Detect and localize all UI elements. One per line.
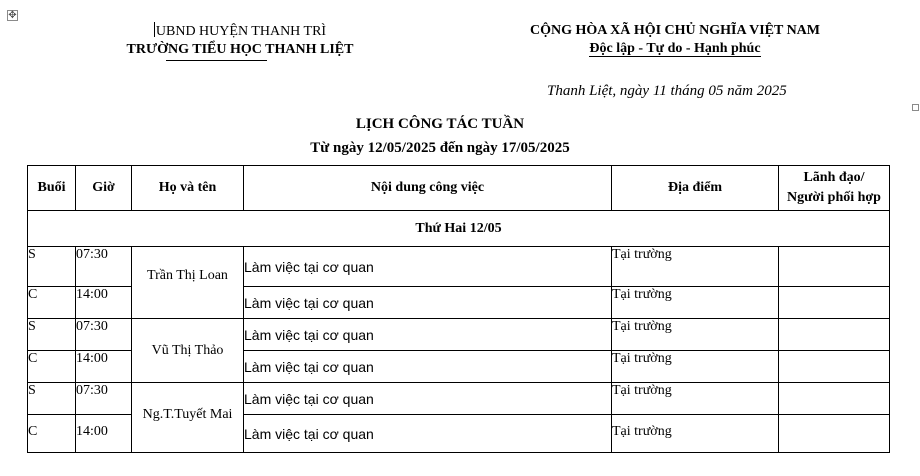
header-right (520, 22, 830, 58)
col-header-lead-line1: Lãnh đạo/ (803, 170, 865, 185)
session-cell: C (28, 287, 76, 319)
name-cell: Ng.T.Tuyết Mai (132, 383, 244, 453)
location-cell: Tại trường (612, 415, 779, 453)
session-cell: S (28, 319, 76, 351)
col-header-lead (779, 166, 890, 211)
school-name: TRƯỜNG TIỂU HỌC THANH LIỆT (126, 42, 354, 57)
country-name: CỘNG HÒA XÃ HỘI CHỦ NGHĨA VIỆT NAM (529, 23, 820, 38)
text-cursor (154, 22, 155, 37)
content-cell: Làm việc tại cơ quan (244, 287, 612, 319)
day-label: Thứ Hai 12/05 (28, 211, 890, 247)
session-cell: S (28, 247, 76, 287)
content-cell: Làm việc tại cơ quan (244, 319, 612, 351)
time-cell: 14:00 (76, 351, 132, 383)
content-cell: Làm việc tại cơ quan (244, 351, 612, 383)
date-line: Thanh Liệt, ngày 11 tháng 05 năm 2025 (547, 83, 787, 99)
time-cell: 07:30 (76, 319, 132, 351)
col-header-session: Buổi (28, 166, 76, 211)
content-cell: Làm việc tại cơ quan (244, 383, 612, 415)
location-cell: Tại trường (612, 287, 779, 319)
lead-cell (779, 319, 890, 351)
time-cell: 07:30 (76, 247, 132, 287)
col-header-lead-line2: Người phối hợp (787, 190, 881, 205)
session-cell: C (28, 351, 76, 383)
col-header-content: Nội dung công việc (244, 166, 612, 211)
district-name: UBND HUYỆN THANH TRÌ (155, 24, 327, 39)
table-header-row (28, 166, 890, 211)
col-header-name: Họ và tên (132, 166, 244, 211)
time-cell: 14:00 (76, 287, 132, 319)
col-header-time: Giờ (76, 166, 132, 211)
time-cell: 14:00 (76, 415, 132, 453)
name-cell: Trần Thị Loan (132, 247, 244, 319)
lead-cell (779, 247, 890, 287)
lead-cell (779, 415, 890, 453)
lead-cell (779, 383, 890, 415)
day-row (28, 211, 890, 247)
location-cell: Tại trường (612, 383, 779, 415)
content-cell: Làm việc tại cơ quan (244, 415, 612, 453)
session-cell: S (28, 383, 76, 415)
location-cell: Tại trường (612, 247, 779, 287)
table-row (28, 247, 890, 287)
location-cell: Tại trường (612, 351, 779, 383)
header-left (95, 22, 385, 59)
time-cell: 07:30 (76, 383, 132, 415)
table-resize-handle-icon[interactable] (912, 104, 919, 111)
lead-cell (779, 351, 890, 383)
name-cell: Vũ Thị Thảo (132, 319, 244, 383)
col-header-location: Địa điểm (612, 166, 779, 211)
schedule-table (27, 165, 890, 453)
national-motto: Độc lập - Tự do - Hạnh phúc (589, 41, 761, 56)
location-cell: Tại trường (612, 319, 779, 351)
page-subtitle: Từ ngày 12/05/2025 đến ngày 17/05/2025 (310, 140, 570, 156)
lead-cell (779, 287, 890, 319)
school-name-underline (166, 60, 267, 61)
table-row (28, 319, 890, 351)
content-cell: Làm việc tại cơ quan (244, 247, 612, 287)
page-title: LỊCH CÔNG TÁC TUẦN (355, 116, 525, 132)
table-row (28, 383, 890, 415)
table-move-handle-icon[interactable]: ✥ (8, 10, 17, 21)
session-cell: C (28, 415, 76, 453)
